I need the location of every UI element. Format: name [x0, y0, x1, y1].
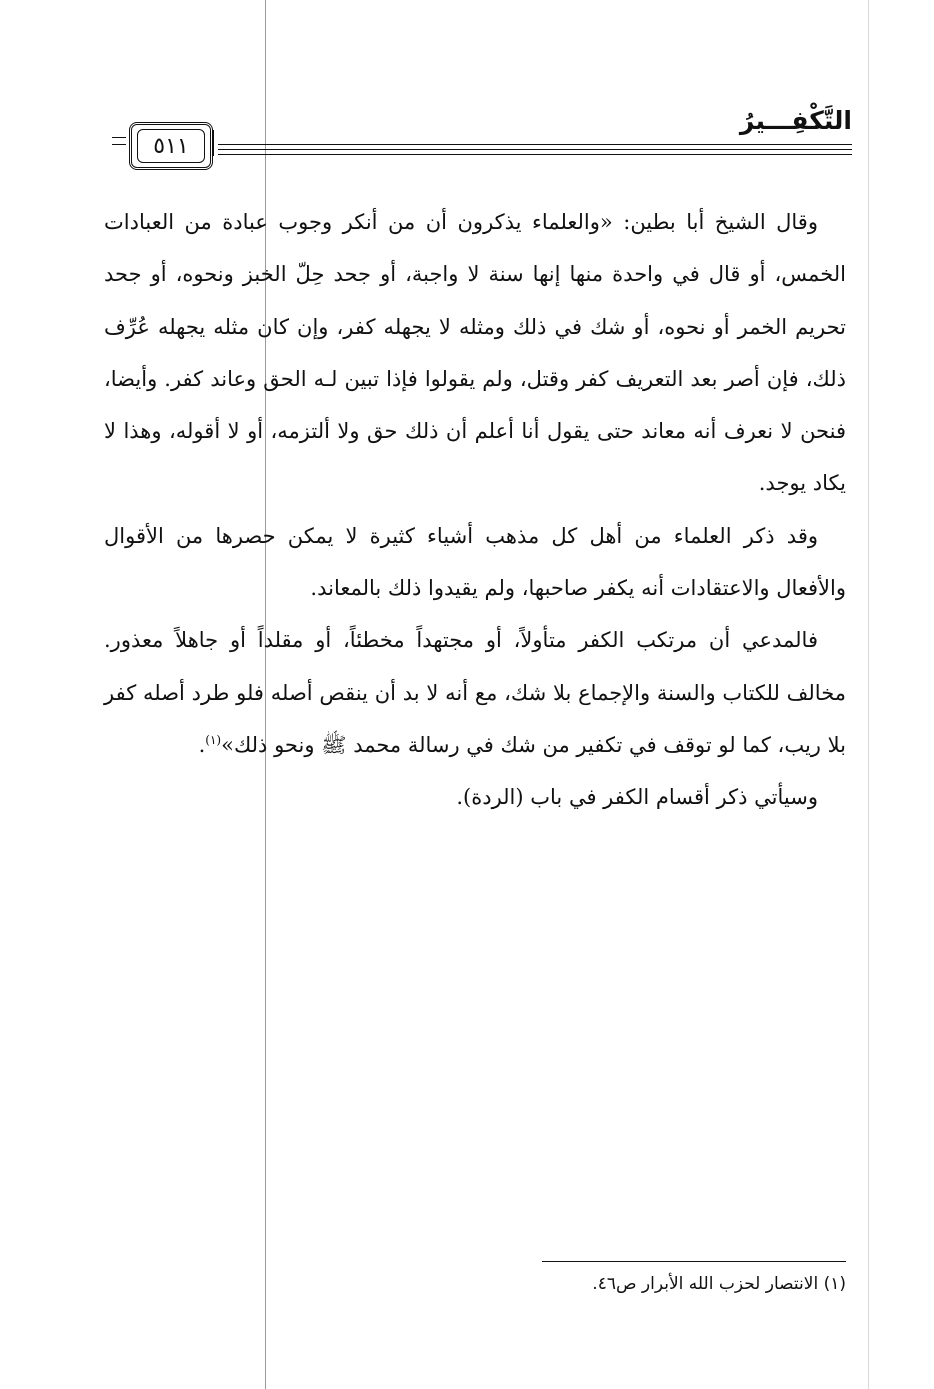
page-header [100, 100, 852, 180]
paragraph [104, 614, 846, 771]
page-number: ٥١١ [137, 129, 205, 163]
footnote: (١) الانتصار لحزب الله الأبرار ص٤٦. [592, 1274, 846, 1294]
paragraph-text: فالمدعي أن مرتكب الكفر متأولاً، أو مجتهداً مخطئاً، أو مقلداً أو جاهلاً معذور. مخالف للكتاب والسنة والإجماع بلا شك، مع أنه لا بد أن ينقص أصله فلو طرد أصله كفر بلا ريب، كما لو توقف في تكفير من شك في رسالة محمد ﷺ ونحو ذلك» [104, 628, 846, 757]
paragraph: وسيأتي ذكر أقسام الكفر في باب (الردة). [456, 785, 818, 810]
header-rule [218, 144, 852, 158]
footnote-marker[interactable]: (١) [205, 732, 222, 747]
footnote-divider [542, 1261, 846, 1262]
paragraph: وقد ذكر العلماء من أهل كل مذهب أشياء كثيرة لا يمكن حصرها من الأقوال والأفعال والاعتقادات أنه يكفر صاحبها، ولم يقيدوا ذلك بالمعاند. [104, 523, 846, 601]
running-title: التَّكْفِـــيرُ [739, 106, 852, 135]
paragraph: وقال الشيخ أبا بطين: «والعلماء يذكرون أن من أنكر وجوب عبادة من العبادات الخمس، أو قال في واحدة منها إنها سنة لا واجبة، أو جحد حِلّ الخبز ونحوه، أو جحد تحريم الخمر أو نحوه، أو شك في ذلك ومثله لا يجهله كفر، وإن كان مثله يجهله عُرِّف ذلك، فإن أصر بعد التعريف كفر وقتل، ولم يقولوا فإذا تبين لـه الحق وعاند كفر. وأيضا، فنحن لا نعرف أنه معاند حتى يقول أنا أعلم أن ذلك حق ولا ألتزمه، أو لا أقوله، وهذا لا يكاد يوجد. [104, 210, 846, 496]
main-text [104, 196, 846, 824]
page-number-frame [129, 122, 213, 170]
paragraph-end: . [198, 732, 206, 757]
scan-edge-line [868, 0, 869, 1389]
